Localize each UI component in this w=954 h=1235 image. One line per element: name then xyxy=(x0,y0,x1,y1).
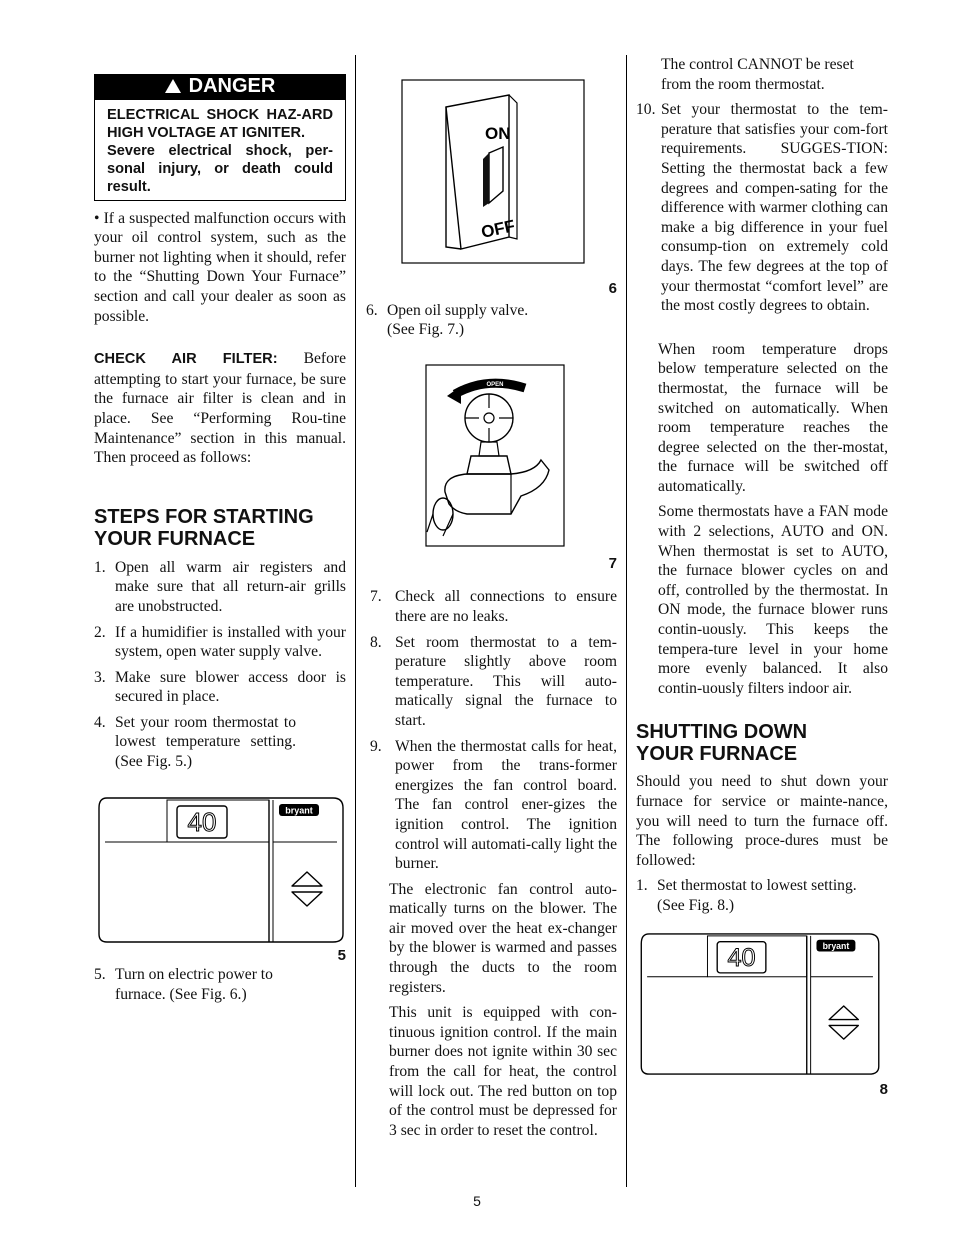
danger-line-1: ELECTRICAL SHOCK HAZ-ARD HIGH VOLTAGE AT IGNITER. xyxy=(107,106,333,141)
switch-off-label: OFF xyxy=(479,216,517,242)
thermostat-figure-8 xyxy=(638,932,884,1078)
step-10: 10. Set your thermostat to the tem-perature that satisfies your com-fort requirements. SUGGES-TION: Setting the thermostat back a few degrees and compen-sating for the difference with warmer clothing can make a big difference in your fuel consump-tion on extremely cold days. The few degrees at the top of your thermostat “comfort level” are the most costly degrees to obtain. xyxy=(636,101,888,315)
danger-header xyxy=(95,75,345,100)
danger-box xyxy=(94,74,346,201)
brand-logo-text: bryant xyxy=(285,805,313,816)
oil-valve-figure-7 xyxy=(425,364,565,548)
ignition-control-paragraph: This unit is equipped with con-tinuous ignition control. If the main burner does not ignite within 30 sec from the call for heat, the control will lock out. The red button on top of the control must be depressed for 3 sec in order to reset the control. xyxy=(389,1004,617,1139)
danger-line-2: Severe electrical shock, per-sonal injury, or death could result. xyxy=(107,142,333,195)
check-air-filter xyxy=(94,349,346,468)
step-7: 7. Check all connections to ensure there are no leaks. xyxy=(370,588,617,625)
column-rule-right xyxy=(626,55,627,1187)
valve-open-label: OPEN xyxy=(486,381,504,388)
column-2 xyxy=(366,55,617,1140)
reset-note: The control CANNOT be reset from the room thermostat. xyxy=(661,56,854,93)
figure-8-label: 8 xyxy=(879,1080,888,1098)
down-arrow-icon[interactable] xyxy=(829,1025,858,1039)
power-switch-figure-6 xyxy=(401,79,585,265)
step-5: 5. Turn on electric power to furnace. (See Fig. 6.) xyxy=(94,966,273,1003)
step-8: 8. Set room thermostat to a tem-perature slightly above room temperature. This will auto-matically signal the furnace to start. xyxy=(370,633,617,729)
warning-triangle-icon xyxy=(165,79,181,93)
step-1: 1. Open all warm air registers and make sure that all return-air grills are unobstructed. xyxy=(94,558,346,615)
lcd-reading: 40 xyxy=(187,806,217,837)
room-temperature-paragraph: When room temperature drops below temperature selected on the thermostat, the furnace will be switched on automatically. When room temperature reaches the degree selected on the ther-mostat, the furnace will be switched off automatically. xyxy=(658,340,888,495)
check-air-filter-text: Before attempting to start your furnace, be sure the furnace air filter is clean and in place. See “Performing Rou-tine Maintenance” section in this manual. Then proceed as follows: xyxy=(94,350,346,467)
step-6: 6. Open oil supply valve. (See Fig. 7.) xyxy=(366,301,529,339)
switch-on-label: ON xyxy=(485,124,511,143)
shutting-down-intro: Should you need to shut down your furnace for service or mainte-nance, you will need to turn the furnace off. The following proce-dures must be followed: xyxy=(636,773,888,869)
steps-heading: STEPS FOR STARTING YOUR FURNACE xyxy=(94,505,314,550)
thermostat-figure-5 xyxy=(97,796,347,946)
lcd-reading: 40 xyxy=(727,943,756,972)
page-number: 5 xyxy=(473,1193,481,1209)
figure-6-label: 6 xyxy=(608,280,617,297)
shutdown-step-1: 1. Set thermostat to lowest setting. (See Fig. 8.) xyxy=(636,877,857,914)
figure-7-label: 7 xyxy=(608,554,617,572)
step-4: 4. Set your room thermostat to lowest temperature setting. (See Fig. 5.) xyxy=(94,713,296,771)
column-1 xyxy=(94,55,346,1010)
up-arrow-icon[interactable] xyxy=(829,1006,858,1020)
figure-5-label: 5 xyxy=(337,946,346,964)
check-air-filter-heading: CHECK AIR FILTER: xyxy=(94,351,278,368)
column-rule-left xyxy=(355,55,356,1187)
danger-body xyxy=(95,100,345,200)
shutting-down-heading: SHUTTING DOWN YOUR FURNACE xyxy=(636,721,808,766)
column-3 xyxy=(636,55,888,1099)
malfunction-bullet: • If a suspected malfunction occurs with your oil control system, such as the burner not lighting when it should, refer to the “Shutting Down Your Furnace” section and call your dealer as soon as possible. xyxy=(94,209,346,325)
step-3: 3. Make sure blower access door is secured in place. xyxy=(94,668,346,706)
step-2: 2. If a humidifier is installed with your system, open water supply valve. xyxy=(94,623,346,661)
brand-logo-text: bryant xyxy=(822,940,850,951)
fan-mode-paragraph: Some thermostats have a FAN mode with 2 selections, AUTO and ON. When thermostat is set to AUTO, the furnace blower cycles on and off, controlled by the thermostat. In ON mode, the furnace blower runs contin-uously. This keeps the tempera-ture level in your home more evenly balanced. It also contin-uously filters indoor air. xyxy=(658,503,888,697)
up-arrow-icon[interactable] xyxy=(292,872,322,886)
down-arrow-icon[interactable] xyxy=(292,892,322,906)
step-9: 9. When the thermostat calls for heat, power from the trans-former energizes the fan control board. The fan control ener-gizes the ignition control. The ignition control will automati-cally light the burner. xyxy=(370,737,617,873)
danger-title: DANGER xyxy=(188,75,276,97)
fan-control-paragraph: The electronic fan control auto-matically turns on the blower. The air moved over the heat ex-changer by the blower is warmed and passes through the ducts to the room registers. xyxy=(389,880,617,996)
toggle-switch[interactable] xyxy=(489,147,503,203)
